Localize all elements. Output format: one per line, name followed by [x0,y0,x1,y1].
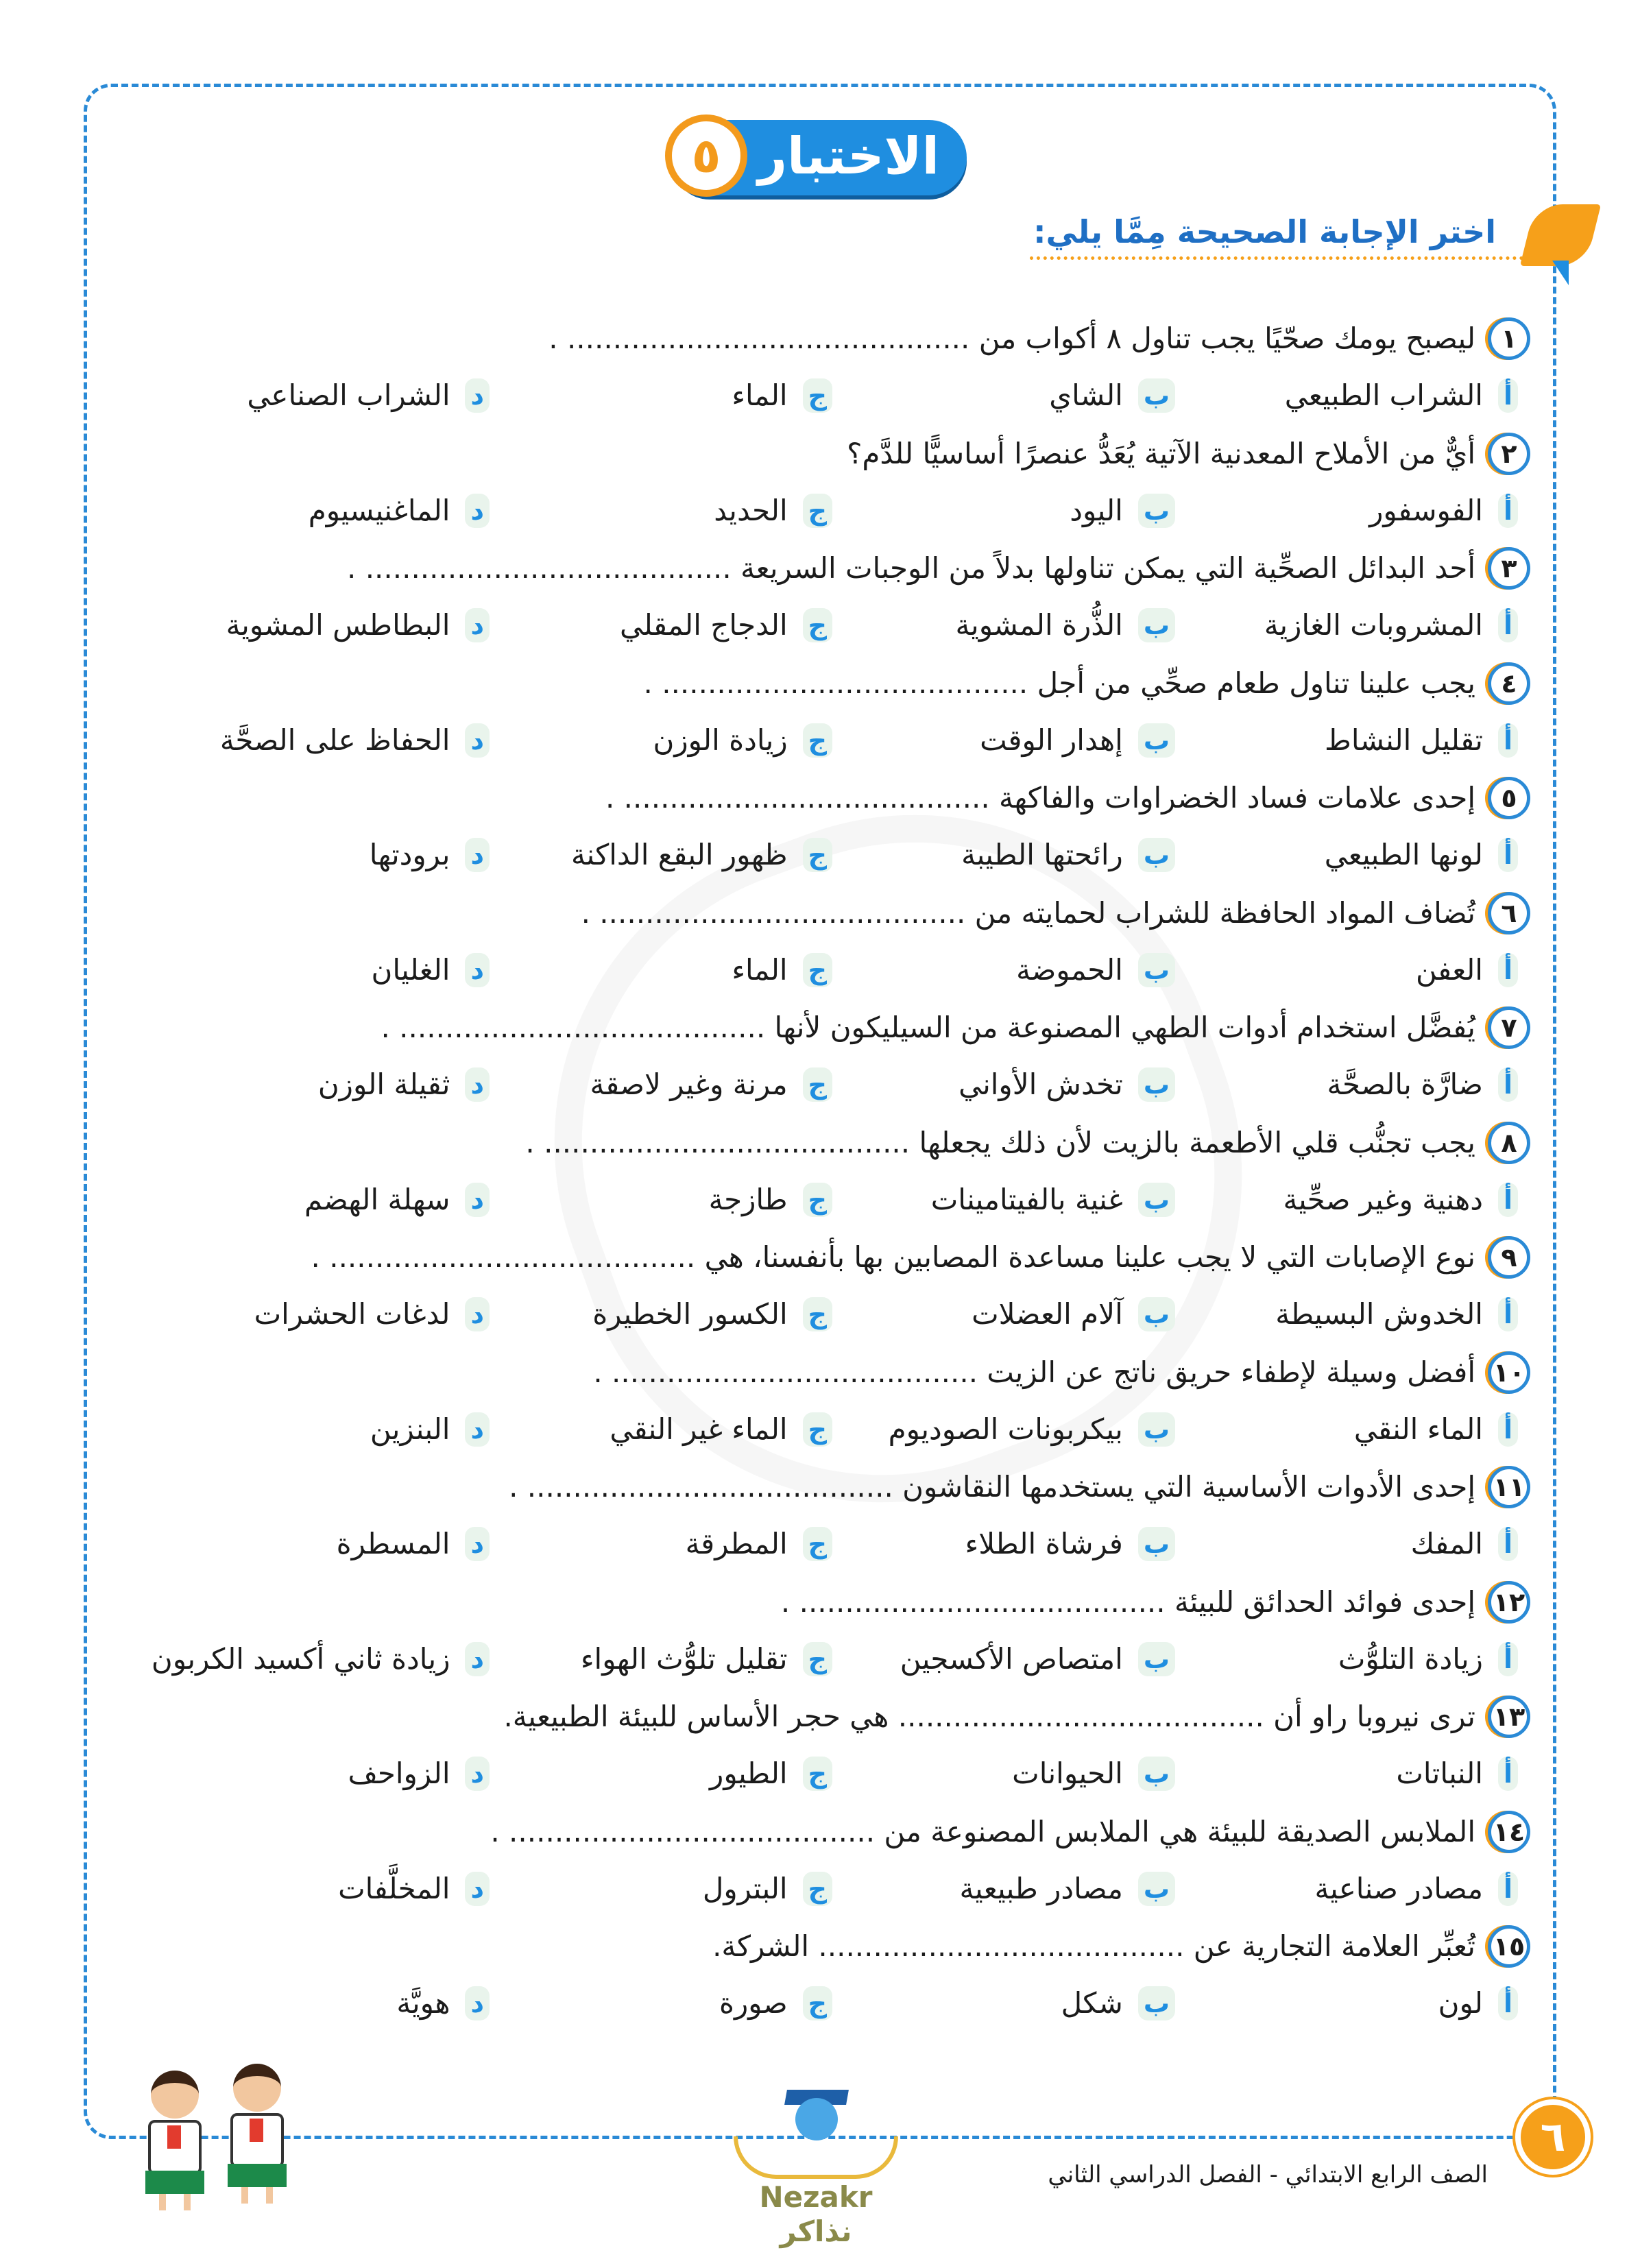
answer-option[interactable] [318,1061,490,1109]
option-letter: أ [1498,494,1518,528]
option-letter: ب [1138,838,1175,872]
answer-option[interactable] [965,1520,1175,1568]
answer-option[interactable] [592,1290,832,1338]
answer-option[interactable] [900,1635,1175,1683]
test-number: ٥ [691,128,721,184]
question-row [347,544,1530,593]
option-letter: ج [803,608,832,642]
option-text: الحموضة [1016,952,1123,987]
option-letter: ج [803,1297,832,1331]
option-letter: ب [1138,723,1175,758]
option-text: زيادة ثاني أكسيد الكربون [151,1641,450,1676]
question-number: ٧ [1488,1006,1530,1049]
option-text: لونها الطبيعي [1324,838,1483,871]
option-letter: أ [1498,608,1518,642]
option-text: النباتات [1396,1757,1483,1790]
question-number: ١٣ [1488,1696,1530,1738]
option-text: الغليان [371,952,450,987]
option-text: طازجة [708,1182,788,1216]
answer-option[interactable] [370,1406,490,1453]
test-title: الاختبار [758,127,939,186]
option-text: الخدوش البسيطة [1275,1297,1483,1331]
option-text: زيادة الوزن [653,723,788,757]
option-letter: د [465,1527,490,1561]
option-letter: أ [1498,1297,1518,1331]
option-text: دهنية وغير صحِّية [1283,1182,1483,1216]
option-text: البترول [702,1871,788,1905]
option-text: المسطرة [336,1527,450,1560]
question-text: أحد البدائل الصحِّية التي يمكن تناولها بدلاً من الوجبات السريعة ........................................ . [347,551,1475,585]
answer-option[interactable] [1354,1406,1518,1453]
answer-option[interactable] [152,1635,490,1683]
option-letter: ج [803,1412,832,1447]
option-letter: أ [1498,1757,1518,1791]
option-letter: أ [1498,1412,1518,1447]
question-text: تُضاف المواد الحافظة للشراب لحمايته من ........................................ . [581,895,1475,930]
option-text: البنزين [370,1412,450,1446]
option-letter: د [465,1872,490,1906]
option-text: غنية بالفيتامينات [930,1182,1123,1216]
option-text: الماغنيسيوم [308,493,450,527]
answer-option[interactable] [1315,1865,1518,1913]
option-text: الماء غير النقي [610,1412,788,1446]
option-letter: د [465,1986,490,2020]
answer-option[interactable] [956,601,1175,649]
option-letter: ب [1138,1183,1175,1217]
answer-option[interactable] [309,487,490,535]
answer-option[interactable] [372,946,490,994]
option-letter: ب [1138,608,1175,642]
option-text: الذُّرة المشوية [955,608,1123,642]
question-row [781,1578,1530,1627]
question-row [593,1348,1530,1397]
option-letter: ج [803,723,832,758]
question-row [509,1462,1530,1512]
answer-option[interactable] [1338,1635,1518,1683]
option-text: ظهور البقع الداكنة [571,838,788,871]
question-text: الملابس الصديقة للبيئة هي الملابس المصنوعة من ........................................ . [490,1814,1475,1848]
option-text: مرنة وغير لاصقة [590,1067,788,1101]
option-text: الحفاظ على الصحَّة [219,723,450,757]
kids-illustration [130,2057,315,2221]
answer-option[interactable] [1061,1979,1175,2027]
option-text: العفن [1416,952,1483,987]
question-text: يجب تجنُّب قلي الأطعمة بالزيت لأن ذلك يجعلها ........................................ . [525,1125,1475,1159]
test-number-ring [665,114,747,197]
answer-option[interactable] [732,372,832,420]
option-text: مصادر صناعية [1314,1871,1483,1905]
answer-option[interactable] [581,1635,832,1683]
answer-option[interactable] [304,1176,490,1224]
option-text: الشاي [1049,378,1123,412]
option-text: الماء النقي [1353,1412,1483,1446]
question-row [490,1807,1530,1857]
answer-option[interactable] [620,601,832,649]
question-text: ترى نيروبا راو أن ........................................ هي حجر الأساس للبيئة الطبيعية. [503,1700,1475,1733]
answer-option[interactable] [653,716,832,764]
option-text: الحديد [714,493,788,527]
option-letter: ب [1138,1872,1175,1906]
option-text: إهدار الوقت [980,723,1123,757]
question-row [548,314,1530,363]
option-letter: ب [1138,953,1175,987]
question-number: ٣ [1488,547,1530,590]
kid-boy-figure [144,2071,206,2208]
answer-option[interactable] [610,1406,832,1453]
option-letter: أ [1498,1183,1518,1217]
answer-option[interactable] [338,1865,490,1913]
option-letter: د [465,723,490,758]
question-number: ١١ [1488,1466,1530,1508]
option-text: لدغات الحشرات [254,1297,450,1331]
question-number: ٥ [1488,777,1530,819]
option-text: الفوسفور [1369,493,1483,527]
instruction-underline [1030,256,1530,260]
question-number: ٦ [1488,892,1530,934]
option-letter: د [465,1412,490,1447]
option-letter: د [465,1297,490,1331]
question-row [525,1118,1530,1168]
question-number: ٤ [1488,662,1530,705]
option-letter: ب [1138,1297,1175,1331]
option-text: بيكربونات الصوديوم [888,1412,1123,1446]
answer-option[interactable] [590,1061,832,1109]
option-letter: ج [803,1986,832,2020]
option-letter: ب [1138,494,1175,528]
question-text: ليصبح يومك صحّيًا يجب تناول ٨ أكواب من ............................................ . [548,322,1475,355]
answer-option[interactable] [337,1520,490,1568]
option-letter: ب [1138,1642,1175,1676]
question-row [581,889,1530,938]
answer-option[interactable] [960,1865,1175,1913]
page-number: ٦ [1540,2113,1566,2161]
option-letter: ج [803,1527,832,1561]
question-row [644,659,1530,708]
option-letter: أ [1498,1067,1518,1102]
answer-option[interactable] [1438,1979,1518,2027]
answer-option[interactable] [972,1290,1175,1338]
option-text: فرشاة الطلاء [965,1527,1123,1560]
answer-option[interactable] [1396,1750,1518,1798]
option-text: صورة [719,1986,788,2020]
question-number: ١٢ [1488,1581,1530,1624]
answer-option[interactable] [686,1520,832,1568]
option-text: لون [1438,1986,1483,2020]
answer-option[interactable] [571,831,832,879]
question-number: ١٠ [1488,1351,1530,1394]
option-letter: أ [1498,1642,1518,1676]
answer-option[interactable] [709,1176,832,1224]
option-letter: ج [803,1757,832,1791]
answer-option[interactable] [1016,946,1175,994]
question-text: نوع الإصابات التي لا يجب علينا مساعدة المصابين بها بأنفسنا، هي ........................................ . [311,1240,1475,1274]
answer-option[interactable] [370,831,490,879]
answer-option[interactable] [226,601,490,649]
option-text: الدجاج المقلي [619,608,788,642]
question-text: إحدى علامات فساد الخضراوات والفاكهة ........................................ . [605,781,1475,815]
option-letter: ب [1138,1986,1175,2020]
answer-option[interactable] [1070,487,1175,535]
question-number: ٩ [1488,1236,1530,1279]
answer-option[interactable] [1264,601,1518,649]
option-letter: ج [803,1067,832,1102]
option-letter: د [465,1642,490,1676]
option-letter: ب [1138,378,1175,413]
answer-option[interactable] [1283,1176,1518,1224]
question-row [503,1692,1530,1741]
option-text: اليود [1070,493,1123,527]
question-row [311,1233,1530,1282]
option-letter: أ [1498,953,1518,987]
question-row [605,773,1530,823]
option-letter: د [465,608,490,642]
option-letter: ج [803,494,832,528]
answer-option[interactable] [1416,946,1518,994]
option-letter: ب [1138,1527,1175,1561]
option-text: ثقيلة الوزن [317,1067,450,1101]
answer-option[interactable] [1325,831,1518,879]
answer-option[interactable] [961,831,1175,879]
option-letter: ب [1138,1067,1175,1102]
question-text: يجب علينا تناول طعام صحِّي من أجل ........................................ . [643,666,1475,700]
answer-option[interactable] [254,1290,490,1338]
option-text: مصادر طبيعية [959,1871,1123,1905]
option-text: الشراب الصناعي [247,378,450,412]
option-text: سهلة الهضم [304,1182,450,1216]
answer-option[interactable] [1275,1290,1518,1338]
question-text: يُفضَّل استخدام أدوات الطهي المصنوعة من السيليكون لأنها ........................................ . [381,1011,1475,1044]
option-text: امتصاص الأكسجين [900,1641,1123,1676]
nezakr-logo [720,2077,912,2248]
answer-option[interactable] [1325,716,1518,764]
open-book-icon [734,2136,898,2179]
answer-option[interactable] [710,1750,832,1798]
question-number: ١ [1488,317,1530,360]
option-letter: د [465,378,490,413]
option-letter: أ [1498,378,1518,413]
option-letter: أ [1498,1872,1518,1906]
question-row [712,1922,1530,1971]
grade-semester-text: الصف الرابع الابتدائي - الفصل الدراسي الثاني [1048,2161,1488,2188]
option-letter: د [465,1757,490,1791]
option-text: الطيور [710,1757,788,1790]
answer-option[interactable] [1285,372,1518,420]
answer-option[interactable] [889,1406,1175,1453]
option-letter: أ [1498,723,1518,758]
option-text: تقليل تلوُّث الهواء [580,1641,788,1676]
option-text: ضارَّة بالصحَّة [1327,1067,1483,1101]
option-text: الماء [732,952,788,987]
question-text: أفضل وسيلة لإطفاء حريق ناتج عن الزيت ........................................ . [593,1355,1475,1389]
option-letter: أ [1498,1527,1518,1561]
option-letter: ج [803,378,832,413]
option-letter: ج [803,1183,832,1217]
logo-head-icon [795,2098,838,2140]
answer-option[interactable] [719,1979,832,2027]
option-text: زيادة التلوُّث [1338,1641,1483,1676]
question-text: أيٌّ من الأملاح المعدنية الآتية يُعَدُّ عنصرًا أساسيًّا للدَّم؟ [847,436,1475,470]
option-letter: ب [1138,1412,1175,1447]
option-letter: ج [803,1642,832,1676]
option-text: الحيوانات [1012,1757,1123,1790]
option-text: الزواحف [348,1757,450,1790]
option-text: الشراب الطبيعي [1284,378,1483,412]
option-text: المشروبات الغازية [1264,608,1483,642]
option-letter: د [465,953,490,987]
instruction-flag-tail [1552,261,1569,285]
option-text: برودتها [369,838,450,871]
question-number: ١٤ [1488,1811,1530,1853]
option-text: البطاطس المشوية [226,608,450,642]
option-text: هويَّة [396,1986,450,2020]
option-letter: د [465,1067,490,1102]
option-letter: ب [1138,1757,1175,1791]
answer-option[interactable] [958,1061,1175,1109]
page-number-badge [1515,2099,1591,2175]
instruction-heading: اختر الإجابة الصحيحة مِمَّا يلي: [1033,213,1496,250]
option-letter: د [465,494,490,528]
question-number: ١٥ [1488,1925,1530,1968]
question-number: ٢ [1488,433,1530,475]
option-text: تقليل النشاط [1325,723,1483,757]
option-text: المخلَّفات [338,1871,450,1905]
option-text: المطرقة [685,1527,788,1560]
answer-option[interactable] [220,716,490,764]
answer-option[interactable] [931,1176,1175,1224]
question-number: ٨ [1488,1122,1530,1164]
option-text: تخدش الأواني [958,1067,1123,1101]
question-text: إحدى الأدوات الأساسية التي يستخدمها النقاشون ........................................ . [509,1470,1475,1504]
option-text: رائحتها الطيبة [961,838,1123,871]
question-text: تُعبِّر العلامة التجارية عن ........................................ الشركة. [712,1929,1475,1963]
logo-text: Nezakr نذاكر [759,2180,873,2248]
option-letter: د [465,838,490,872]
question-text: إحدى فوائد الحدائق للبيئة ........................................ . [780,1584,1475,1619]
test-title-badge [672,120,967,195]
answer-option[interactable] [1049,372,1175,420]
option-letter: ج [803,953,832,987]
answer-option[interactable] [1012,1750,1175,1798]
answer-option[interactable] [1327,1061,1518,1109]
answer-option[interactable] [247,372,490,420]
option-text: الكسور الخطيرة [592,1297,788,1331]
option-letter: أ [1498,1986,1518,2020]
option-letter: د [465,1183,490,1217]
answer-option[interactable] [703,1865,832,1913]
option-text: شكل [1061,1986,1123,2020]
option-letter: ج [803,1872,832,1906]
answer-option[interactable] [980,716,1175,764]
answer-option[interactable] [1411,1520,1518,1568]
kid-girl-figure [226,2064,288,2201]
answer-option[interactable] [1369,487,1518,535]
answer-option[interactable] [396,1979,490,2027]
answer-option[interactable] [348,1750,490,1798]
question-row [381,1003,1530,1052]
option-text: الماء [732,378,788,412]
option-text: المفك [1410,1527,1483,1560]
question-row [847,429,1530,479]
option-text: آلام العضلات [972,1297,1123,1331]
answer-option[interactable] [714,487,832,535]
answer-option[interactable] [732,946,832,994]
option-letter: ج [803,838,832,872]
option-letter: أ [1498,838,1518,872]
